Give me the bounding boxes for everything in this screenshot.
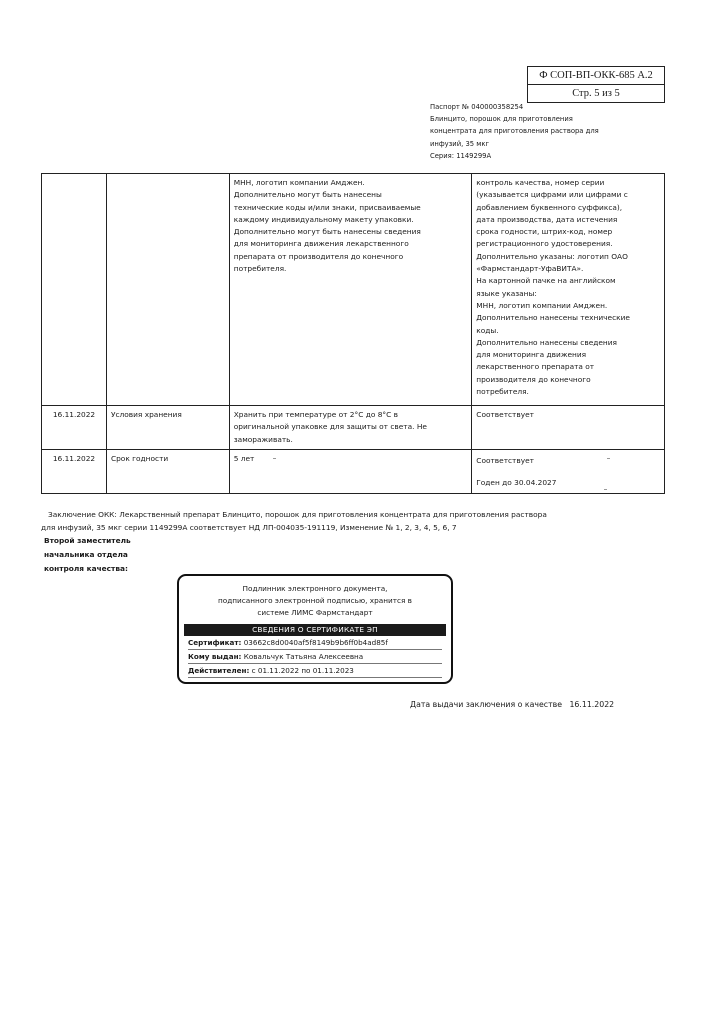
quality-table (41, 173, 665, 494)
validity-value: с 01.11.2022 по 01.11.2023 (251, 666, 354, 675)
passport-number: Паспорт № 040000358254 (430, 103, 524, 111)
scan-speck (604, 489, 607, 490)
e-signature-stamp (177, 574, 453, 684)
result-text: Соответствует (476, 455, 534, 465)
text-line: Дополнительно указаны: логотип ОАО (476, 251, 628, 261)
text-line: замораживать. (233, 434, 293, 444)
conclusion-line: Заключение ОКК: Лекарственный препарат Блинцито, порошок для приготовления концентрата для приготовления раствора (48, 510, 547, 519)
signer-line: начальника отдела (44, 550, 128, 559)
text-line: Дополнительно могут быть нанесены (233, 190, 382, 200)
date-cell (42, 174, 107, 406)
text-line: Дополнительно нанесены технические (476, 313, 630, 323)
conclusion-line: для инфузий, 35 мкг серии 1149299А соответствует НД ЛП-004035-191119, Изменение № 1, 2, 3, 4, 5, 6, 7 (41, 522, 457, 532)
issue-date-line (410, 700, 614, 709)
issue-label: Дата выдачи заключения о качестве (410, 700, 563, 709)
text-line: контроль качества, номер серии (476, 178, 605, 187)
text-line: для мониторинга движения лекарственного (233, 239, 409, 249)
result-cell (472, 449, 665, 493)
expiry-date: Годен до 30.04.2027 (476, 478, 557, 488)
signer-line: контроля качества: (44, 564, 128, 573)
text-line: Дополнительно могут быть нанесены сведения (233, 227, 421, 237)
product-name-line: инфузий, 35 мкг (430, 139, 490, 148)
date-cell: 16.11.2022 (42, 449, 107, 493)
table-row (42, 406, 665, 450)
text-line: потребителя. (233, 264, 287, 274)
stamp-text-line: Подлинник электронного документа, (242, 584, 388, 593)
certificate-header: СВЕДЕНИЯ О СЕРТИФИКАТЕ ЭП (184, 624, 446, 636)
text-line: Хранить при температуре от 2°C до 8°C в (233, 410, 398, 419)
page-number: Стр. 5 из 5 (572, 88, 620, 99)
certificate-row (188, 636, 442, 650)
text-line: препарата от производителя до конечного (233, 251, 404, 261)
text-line: (указывается цифрами или цифрами с (476, 190, 628, 200)
stamp-text-line: подписанного электронной подписью, хранится в (218, 596, 412, 605)
series-number: Серия: 1149299A (430, 151, 492, 160)
text-line: каждому индивидуальному макету упаковки. (233, 214, 414, 224)
passport-header (430, 101, 630, 162)
result-cell (472, 174, 665, 406)
text-line: для мониторинга движения (476, 350, 587, 360)
text-line: добавлением буквенного суффикса), (476, 202, 623, 212)
text-line: потребителя. (476, 387, 529, 397)
issue-date: 16.11.2022 (569, 700, 615, 709)
text-line: МНН, логотип компании Амджен. (233, 178, 365, 187)
validity-row (188, 664, 442, 678)
text-line: МНН, логотип компании Амджен. (476, 300, 608, 310)
stamp-text (179, 583, 451, 619)
requirement-cell: 5 лет (229, 449, 472, 493)
text-line: Дополнительно нанесены сведения (476, 337, 617, 347)
text-line: срока годности, штрих-код, номер (476, 227, 613, 237)
owner-value: Ковальчук Татьяна Алексеевна (243, 652, 364, 661)
certificate-label: Сертификат: (188, 638, 242, 647)
text-line: оригинальной упаковке для защиты от света. Не (233, 422, 427, 432)
stamp-text-line: системе ЛИМС Фармстандарт (257, 608, 373, 617)
requirement-cell (229, 174, 472, 406)
text-line: производителя до конечного (476, 374, 591, 384)
signer-line: Второй заместитель (44, 536, 131, 545)
text-line: регистрационного удостоверения. (476, 239, 613, 249)
text-line: языке указаны: (476, 288, 537, 298)
result-cell: Соответствует (472, 406, 665, 450)
validity-label: Действителен: (188, 666, 250, 675)
product-name-line: Блинцито, порошок для приготовления (430, 115, 573, 124)
parameter-cell: Условия хранения (106, 406, 229, 450)
form-code-box (527, 66, 665, 103)
owner-row (188, 650, 442, 664)
text-line: коды. (476, 325, 499, 335)
conclusion (41, 509, 641, 534)
parameter-cell (106, 174, 229, 406)
date-cell: 16.11.2022 (42, 406, 107, 450)
signer-title (44, 534, 164, 576)
scan-speck (273, 458, 276, 459)
text-line: «Фармстандарт-УфаВИТА». (476, 264, 584, 274)
owner-label: Кому выдан: (188, 652, 242, 661)
certificate-value: 03662c8d0040af5f8149b9b6ff0b4ad85f (243, 638, 388, 647)
text-line: технические коды и/или знаки, присваиваемые (233, 202, 421, 212)
form-code: Ф СОП-ВП-ОКК-685 А.2 (528, 67, 664, 85)
table-row (42, 174, 665, 406)
scan-speck (607, 458, 610, 459)
text-line: дата производства, дата истечения (476, 214, 618, 224)
requirement-cell (229, 406, 472, 450)
table-row (42, 449, 665, 493)
product-name-line: концентрата для приготовления раствора для (430, 127, 599, 136)
text-line: На картонной пачке на английском (476, 276, 616, 286)
text-line: лекарственного препарата от (476, 362, 595, 372)
parameter-cell: Срок годности (106, 449, 229, 493)
